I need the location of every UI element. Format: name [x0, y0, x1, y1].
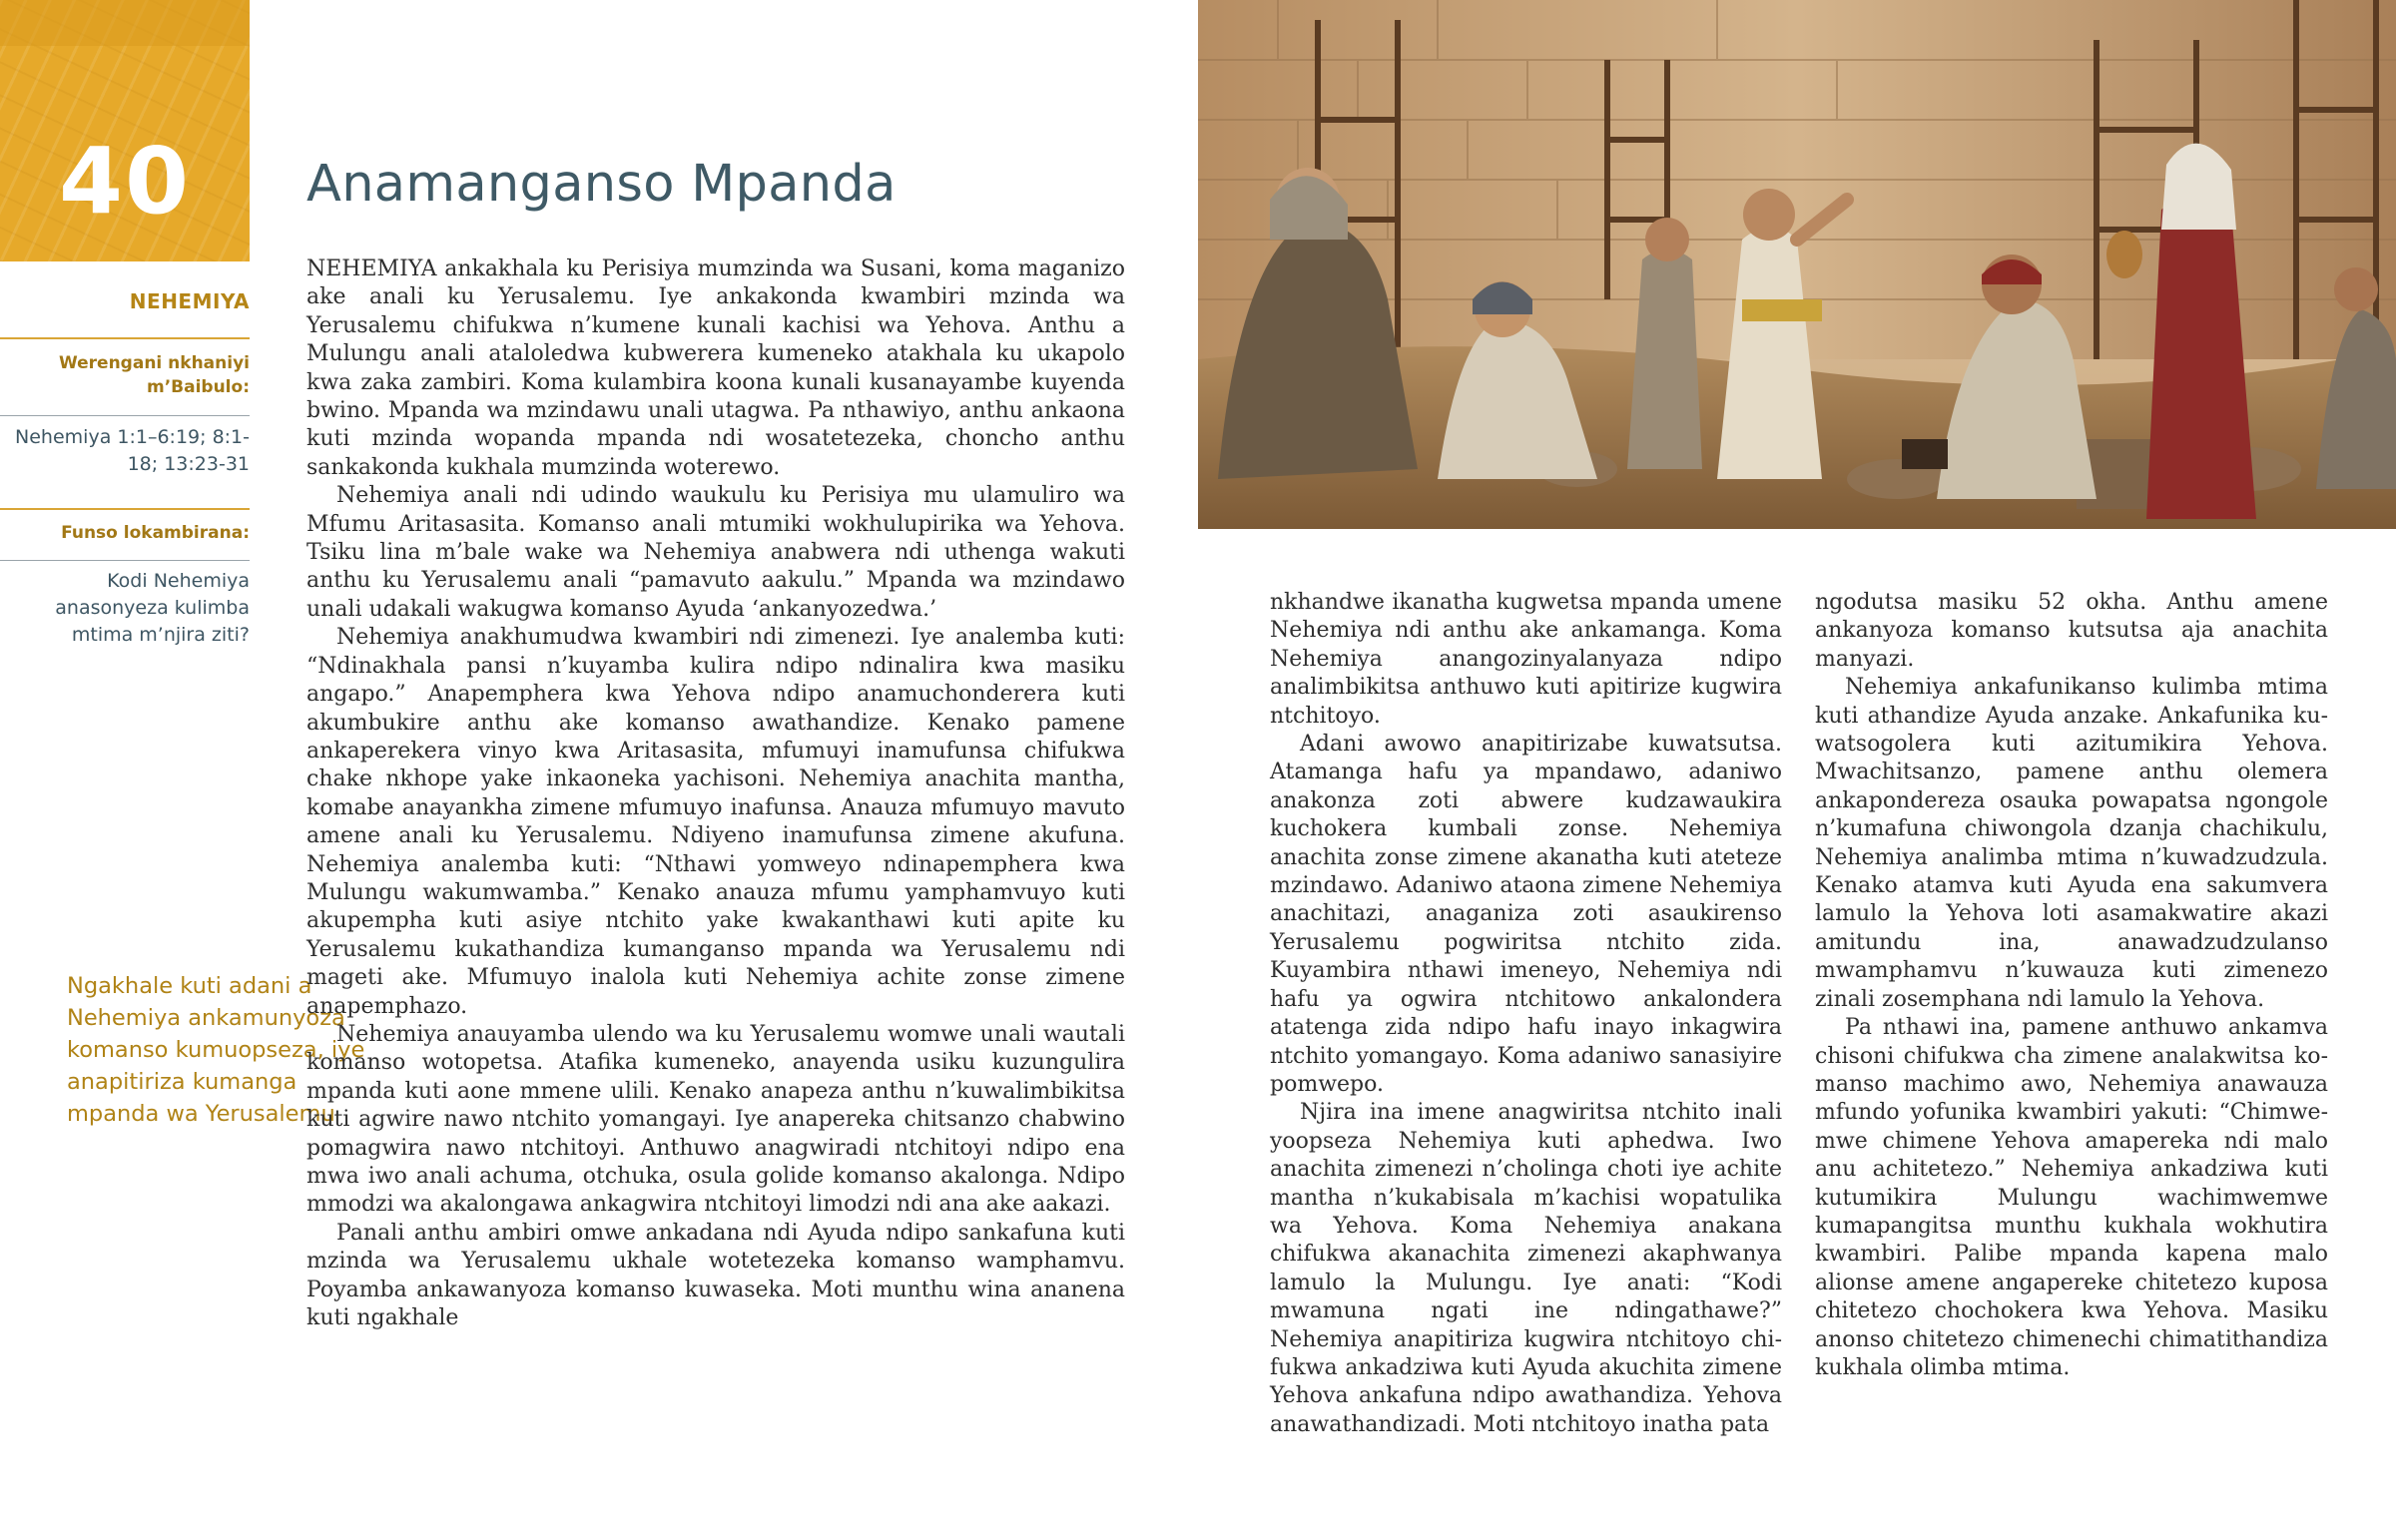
paragraph: nkhandwe ikanatha kugwetsa mpanda umene Nehemiya ndi anthu ake ankamanga. Koma Nehemiya anangozinyalanyaza ndipo analimbikitsa anthuwo kuti apitirize kugwira ntchitoyo. — [1270, 590, 1782, 729]
scripture-reference: Nehemiya 1:1–6:19; 8:1-18; 13:23-31 — [15, 426, 250, 475]
question-label: Funso lokambirana: — [61, 523, 250, 543]
paragraph: Nehemiya anakhumudwa kwambiri ndi zimenezi. Iye analemba kuti: “Ndinakhala pansi n’kuyamba kulira ndipo ndinalira kwa masiku angapo.” Anapemphera kwa Yehova ndipo anamuchonderera kuti akumbukire anthu ake komanso awathandize. Kenako pamene ankaperekera vinyo kwa Aritasasita, mfumuyi inamufunsa chifukwa chake nkhope yake inkaoneka yachisoni. Nehemiya anachita mantha, komabe anayankha zimene mfumuyo inafunsa. Anauza mfumuyo mavuto amene anali ku Yerusalemu. Ndiyeno inamufunsa zimene akufuna. Nehemiya analemba kuti: “Nthawi yomweyo ndinapemphera kwa Mulungu wakumwamba.” Kenako anauza mfumu yamphamvuyo kuti akupempha kuti asiye ntchito yake kwakanthawi kuti apite ku Yerusalemu kukathandiza kumanganso mpanda wa Yerusalemu ndi mageti ake. Mfumuyo inalola kuti Nehemiya achite zonse zimene anapemphazo. — [306, 625, 1125, 1019]
paragraph: ngodutsa masiku 52 okha. Anthu amene ankanyoza komanso kutsutsa aja anachita manyazi. — [1815, 590, 2328, 672]
body-column-3 — [1815, 589, 2328, 1382]
paragraph: Nehemiya anauyamba ulendo wa ku Yerusalemu womwe unali wautali komanso wotopetsa. Atafika kumeneko, anayenda usiku kuzungulira mpanda kuti aone mmene ulili. Kenako anapeza anthu n’kuwalimbikitsa kuti agwire nawo ntchito yomangayi. Iye anapereka chitsanzo chabwino pomagwira nawo ntchitoyi. Anthuwo anagwiradi ntchitoyi ndipo ena mwa iwo anali achuma, otchuka, osula golide komanso akalonga. Ndipo mmodzi wa akalongawa ankagwira ntchitoyi limodzi ndi ana ake aakazi. — [306, 1021, 1125, 1218]
book-name: NEHEMIYA — [129, 289, 250, 313]
sidebar-divider — [0, 508, 250, 510]
paragraph: Nehemiya ankafunikanso kulimba mtima kuti athandize Ayuda anzake. Ankafunika kuwatsogolera kuti azitumikira Yehova. Mwachitsanzo, pamene anthu olemera ankapondereza osauka powapatsa ngongole n’kumafuna chiwongola dzanja chachikulu, Nehemiya analimba mtima n’kuwadzudzula. Kenako atamva kuti Ayuda ena sakumvera lamulo la Yehova loti asamakwatire akazi amitundu ina, anawadzudzulanso mwamphamvu n’kuwauza kuti zimenezo zinali zosemphana ndi lamulo la Yehova. — [1815, 675, 2328, 1012]
paragraph: Panali anthu ambiri omwe ankadana ndi Ayuda ndipo sankafuna kuti mzinda wa Yerusalemu ukhale wotetezeka komanso wamphamvu. Poyamba ankawanyoza komanso kuwaseka. Moti munthu wina ananena kuti ngakhale — [306, 1220, 1125, 1331]
paragraph: Njira ina imene anagwiritsa ntchito inali yoopseza Nehemiya kuti aphedwa. Iwo anachita zimenezi n’cholinga choti iye achite mantha n’kukabisala m’kachisi wopatulika wa Yehova. Koma Nehemiya anakana chifukwa akanachita zimenezi akaphwanya lamulo la Mulungu. Iye anati: “Kodi mwamuna ngati ine ndingathawe?” Nehemiya anapitiriza kugwira ntchitoyo chifukwa ankadziwa kuti Ayuda akuchita zimene Yehova ankafuna ndipo awathandiza. Yehova anawathandizadi. Moti ntchitoyo inatha pata — [1270, 1100, 1782, 1437]
page-title: Anamanganso Mpanda — [306, 155, 897, 214]
image-caption: Ngakhale kuti adani a Nehemiya ankamunyoza komanso kumuopseza, iye anapitiriza kumanga mpanda wa Yerusalemu — [67, 973, 365, 1127]
lesson-number: 40 — [58, 128, 192, 235]
body-column-2 — [1270, 589, 1782, 1439]
badge-pattern — [0, 0, 250, 46]
discussion-question: Kodi Nehemiya anasonyeza kulimba mtima m’njira ziti? — [55, 570, 250, 646]
paragraph: Nehemiya anali ndi udindo waukulu ku Perisiya mu ulamuliro wa Mfumu Aritasasita. Komanso anali mtumiki wokhulupirika wa Yehova. Tsiku lina m’bale wake wa Nehemiya anabwera ndi uthenga wakuti anthu ku Yerusalemu anali “pamavuto aakulu.” Mpanda wa mzindawo unali udakali wakugwa komanso Ayuda ‘ankanyozedwa.’ — [306, 483, 1125, 622]
paragraph: Adani awowo anapitirizabe kuwatsutsa. Atamanga hafu ya mpandawo, adaniwo anakonza zoti abwere kudzawaukira kuchokera kumbali zonse. Nehemiya anachita zonse zimene akanatha kuti ateteze mzindawo. Adaniwo ataona zimene Nehemiya anachitazi, anaganiza zoti asaukirenso Yerusalemu pogwiritsa ntchito zida. Kuyambira nthawi imeneyo, Nehemiya ndi hafu ya ogwira ntchitowo ankalondera atatenga zida ndipo hafu inayo inkagwira ntchito yomangayo. Koma adaniwo sanasiyire pomwepo. — [1270, 732, 1782, 1097]
paragraph: NEHEMIYA ankakhala ku Perisiya mumzinda wa Susani, koma maganizo ake anali ku Yerusalemu. Iye ankakonda kwambiri mzinda wa Yerusalemu chifukwa n’kumene kunali kachisi wa Yehova. Anthu a Mulungu anali ataloledwa kubwerera kumeneko atakhala ku ukapolo kwa zaka zambiri. Koma kulambira koona kunali kusanayambe kuyenda bwino. Mpanda wa mzindawu unali utagwa. Pa nthawiyo, anthu ankaona kuti mzinda wopanda mpanda ndi wosatetezeka, choncho anthu sankakonda kukhala mumzinda woterewo. — [306, 257, 1125, 480]
paragraph: Pa nthawi ina, pamene anthuwo ankamva chisoni chifukwa cha zimene analakwitsa komanso machimo awo, Nehemiya anawauza mfundo yofunika kwambiri yakuti: “Chimwemwe chimene Yehova amapereka ndi malo anu achitetezo.” Nehemiya ankadziwa kuti kutumikira Mulungu wachimwemwe kumapangitsa munthu kukhala wokhutira kwambiri. Palibe mpanda kapena malo alionse amene angapereke chitetezo kuposa chitetezo chochokera kwa Yehova. Masiku anonso chitetezo chimenechi chimatithandiza kukhala olimba mtima. — [1815, 1015, 2328, 1380]
sidebar-divider — [0, 337, 250, 339]
sidebar-divider — [0, 560, 250, 561]
read-label: Werengani nkhaniyi m’Baibulo: — [58, 353, 250, 397]
illustration-wall-building — [1198, 0, 2396, 529]
body-column-1 — [306, 256, 1125, 1332]
sidebar-divider — [0, 415, 250, 416]
lesson-number-badge — [0, 0, 250, 261]
